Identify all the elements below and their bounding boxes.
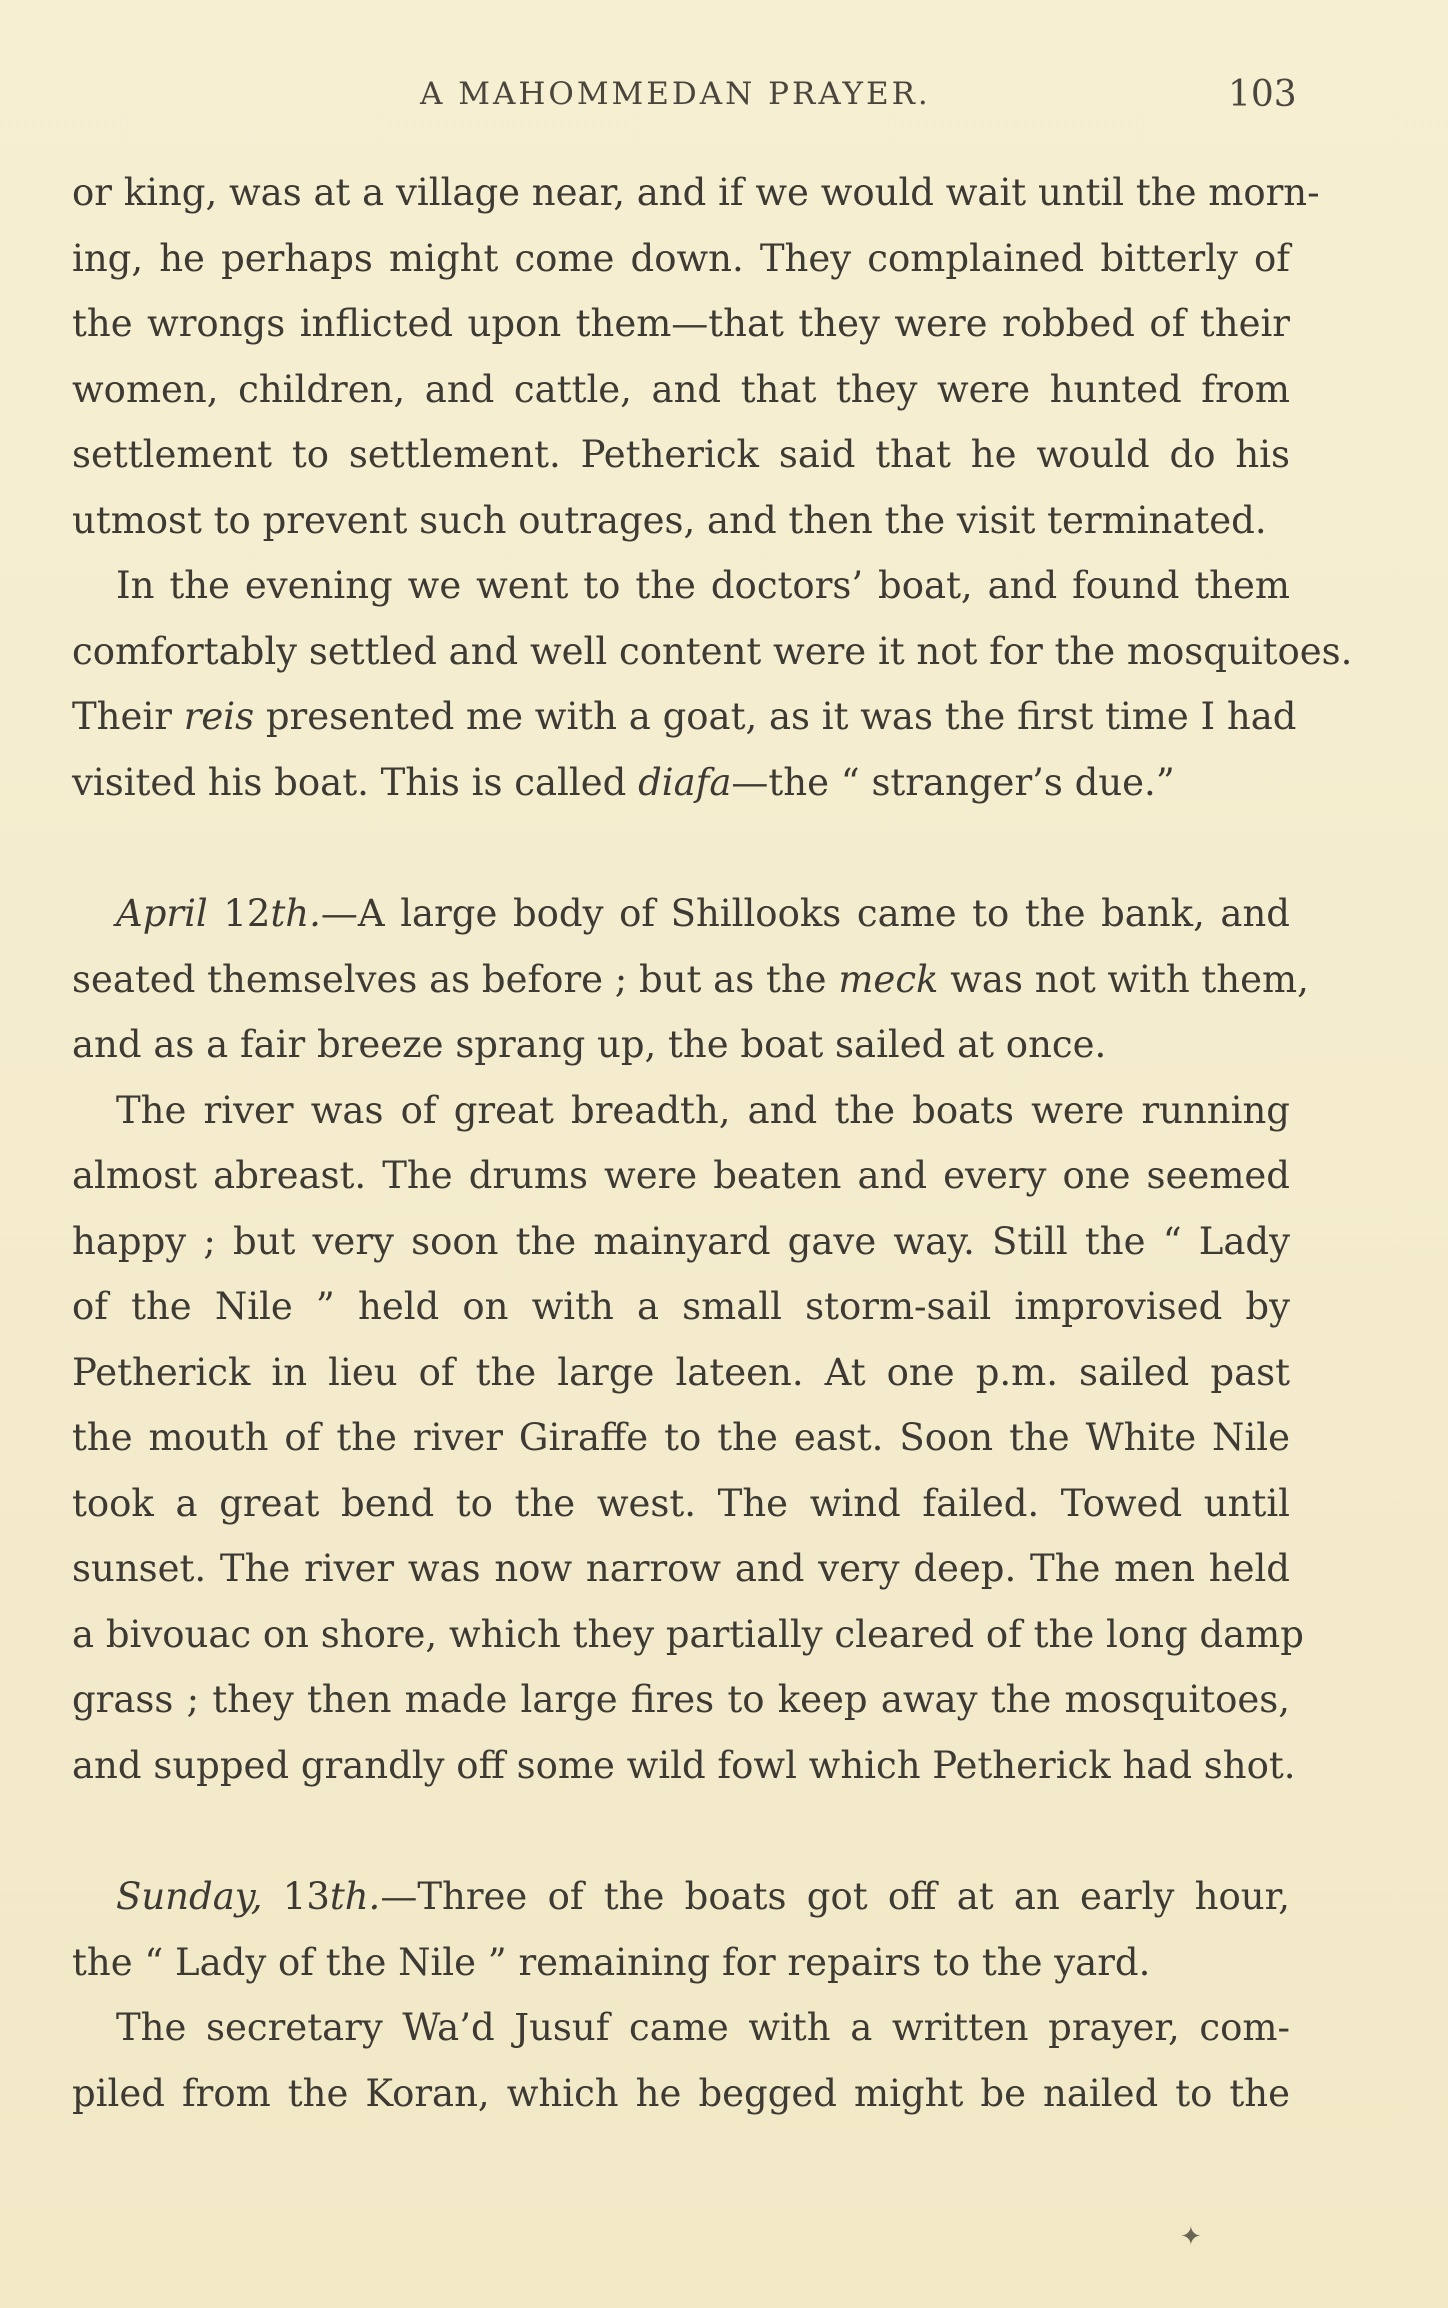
text-line: ing, he perhaps might come down. They complained bitterly of	[72, 236, 1290, 280]
text-line: piled from the Koran, which he begged might be nailed to the	[72, 2071, 1290, 2115]
text-line: a bivouac on shore, which they partially cleared of the long damp	[72, 1612, 1304, 1656]
italic-term: diafa	[638, 760, 732, 804]
text-line: the mouth of the river Giraffe to the east. Soon the White Nile	[72, 1416, 1290, 1459]
dated-entry-line: April 12th.—A large body of Shillooks came to the bank, and	[116, 892, 1290, 935]
text-line: grass ; they then made large fires to keep away the mosquitoes,	[72, 1678, 1290, 1721]
text-line: or king, was at a village near, and if we would wait until the morn-	[72, 171, 1320, 214]
text-line: almost abreast. The drums were beaten and every one seemed	[72, 1154, 1290, 1197]
text-line: The river was of great breadth, and the boats were running	[116, 1088, 1290, 1132]
text-line: women, children, and cattle, and that they were hunted from	[72, 367, 1290, 411]
text-line: visited his boat. This is called diafa—the “ stranger’s due.”	[72, 760, 1175, 804]
running-title: A MAHOMMEDAN PRAYER.	[420, 76, 931, 112]
text-line: and as a fair breeze sprang up, the boat sailed at once.	[72, 1023, 1107, 1066]
text-line: sunset. The river was now narrow and very deep. The men held	[72, 1547, 1290, 1590]
entry-date: April	[116, 892, 208, 935]
text-line: Their reis presented me with a goat, as it was the first time I had	[72, 695, 1297, 738]
text-line: happy ; but very soon the mainyard gave way. Still the “ Lady	[72, 1219, 1290, 1263]
dated-entry-line: Sunday, 13th.—Three of the boats got off at an early hour,	[116, 1875, 1291, 1918]
entry-date: Sunday,	[116, 1875, 263, 1918]
text-line: took a great bend to the west. The wind failed. Towed until	[72, 1481, 1290, 1525]
text-line: the “ Lady of the Nile ” remaining for repairs to the yard.	[72, 1940, 1151, 1984]
text-line: utmost to prevent such outrages, and then the visit terminated.	[72, 498, 1267, 542]
page-number: 103	[1228, 74, 1297, 115]
text-line: and supped grandly off some wild fowl which Petherick had shot.	[72, 1743, 1296, 1787]
body-text	[72, 160, 1353, 2126]
italic-term: meck	[838, 957, 939, 1001]
text-line: comfortably settled and well content were it not for the mosquitoes.	[72, 629, 1353, 673]
text-line: seated themselves as before ; but as the meck was not with them,	[72, 957, 1309, 1001]
text-line: In the evening we went to the doctors’ boat, and found them	[116, 564, 1290, 607]
printer-ornament-icon: ✦	[1180, 2222, 1202, 2252]
text-line: The secretary Wa’d Jusuf came with a written prayer, com-	[116, 2006, 1290, 2049]
text-line: Petherick in lieu of the large lateen. At one p.m. sailed past	[72, 1350, 1290, 1394]
paragraph-gap	[72, 815, 1290, 881]
italic-term: reis	[183, 695, 255, 738]
paragraph-gap	[72, 1798, 1290, 1864]
text-line: of the Nile ” held on with a small storm-sail improvised by	[72, 1285, 1290, 1328]
text-line: the wrongs inflicted upon them—that they were robbed of their	[72, 302, 1290, 345]
text-line: settlement to settlement. Petherick said that he would do his	[72, 433, 1290, 476]
